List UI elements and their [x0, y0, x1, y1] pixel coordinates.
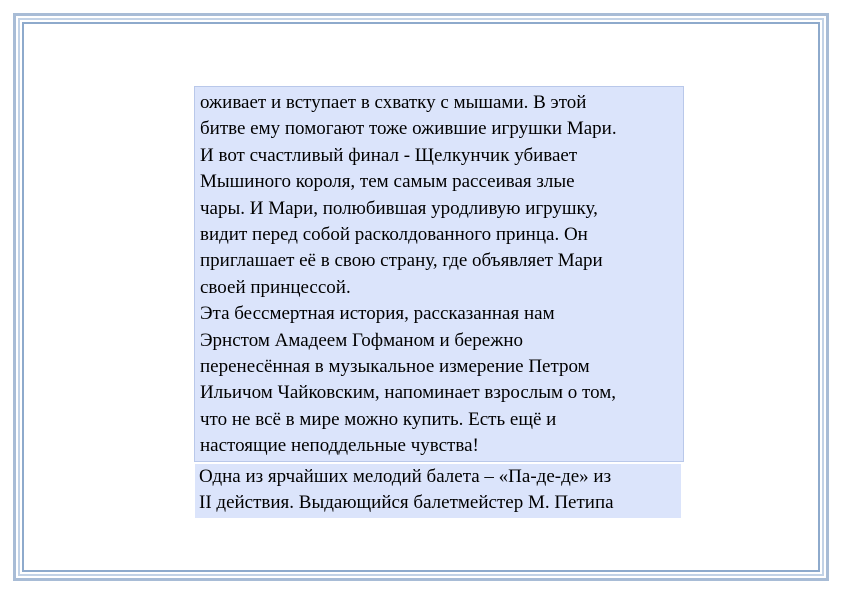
story-paragraph-2: Эта бессмертная история, рассказанная нам Эрнстом Амадеем Гофманом и бережно перенесённая в музыкальное измерение Петром Ильичом Чайковским, напоминает взрослым о том, что не всё в мире можно купить. Есть ещё и настоящие неподдельные чувства!	[200, 303, 616, 457]
caption-text: Одна из ярчайших мелодий балета – «Па-де-де» из II действия. Выдающийся балетмейстер М. Петипа	[199, 466, 614, 514]
main-text-box	[194, 86, 684, 462]
caption-box	[195, 464, 681, 518]
story-paragraph-1: оживает и вступает в схватку с мышами. В этой битве ему помогают тоже ожившие игрушки Мари. И вот счастливый финал - Щелкунчик убивает Мышиного короля, тем самым рассеивая злые чары. И Мари, полюбившая уродливую игрушку, видит перед собой расколдованного принца. Он приглашает её в свою страну, где объявляет Мари своей принцессой.	[200, 92, 617, 298]
